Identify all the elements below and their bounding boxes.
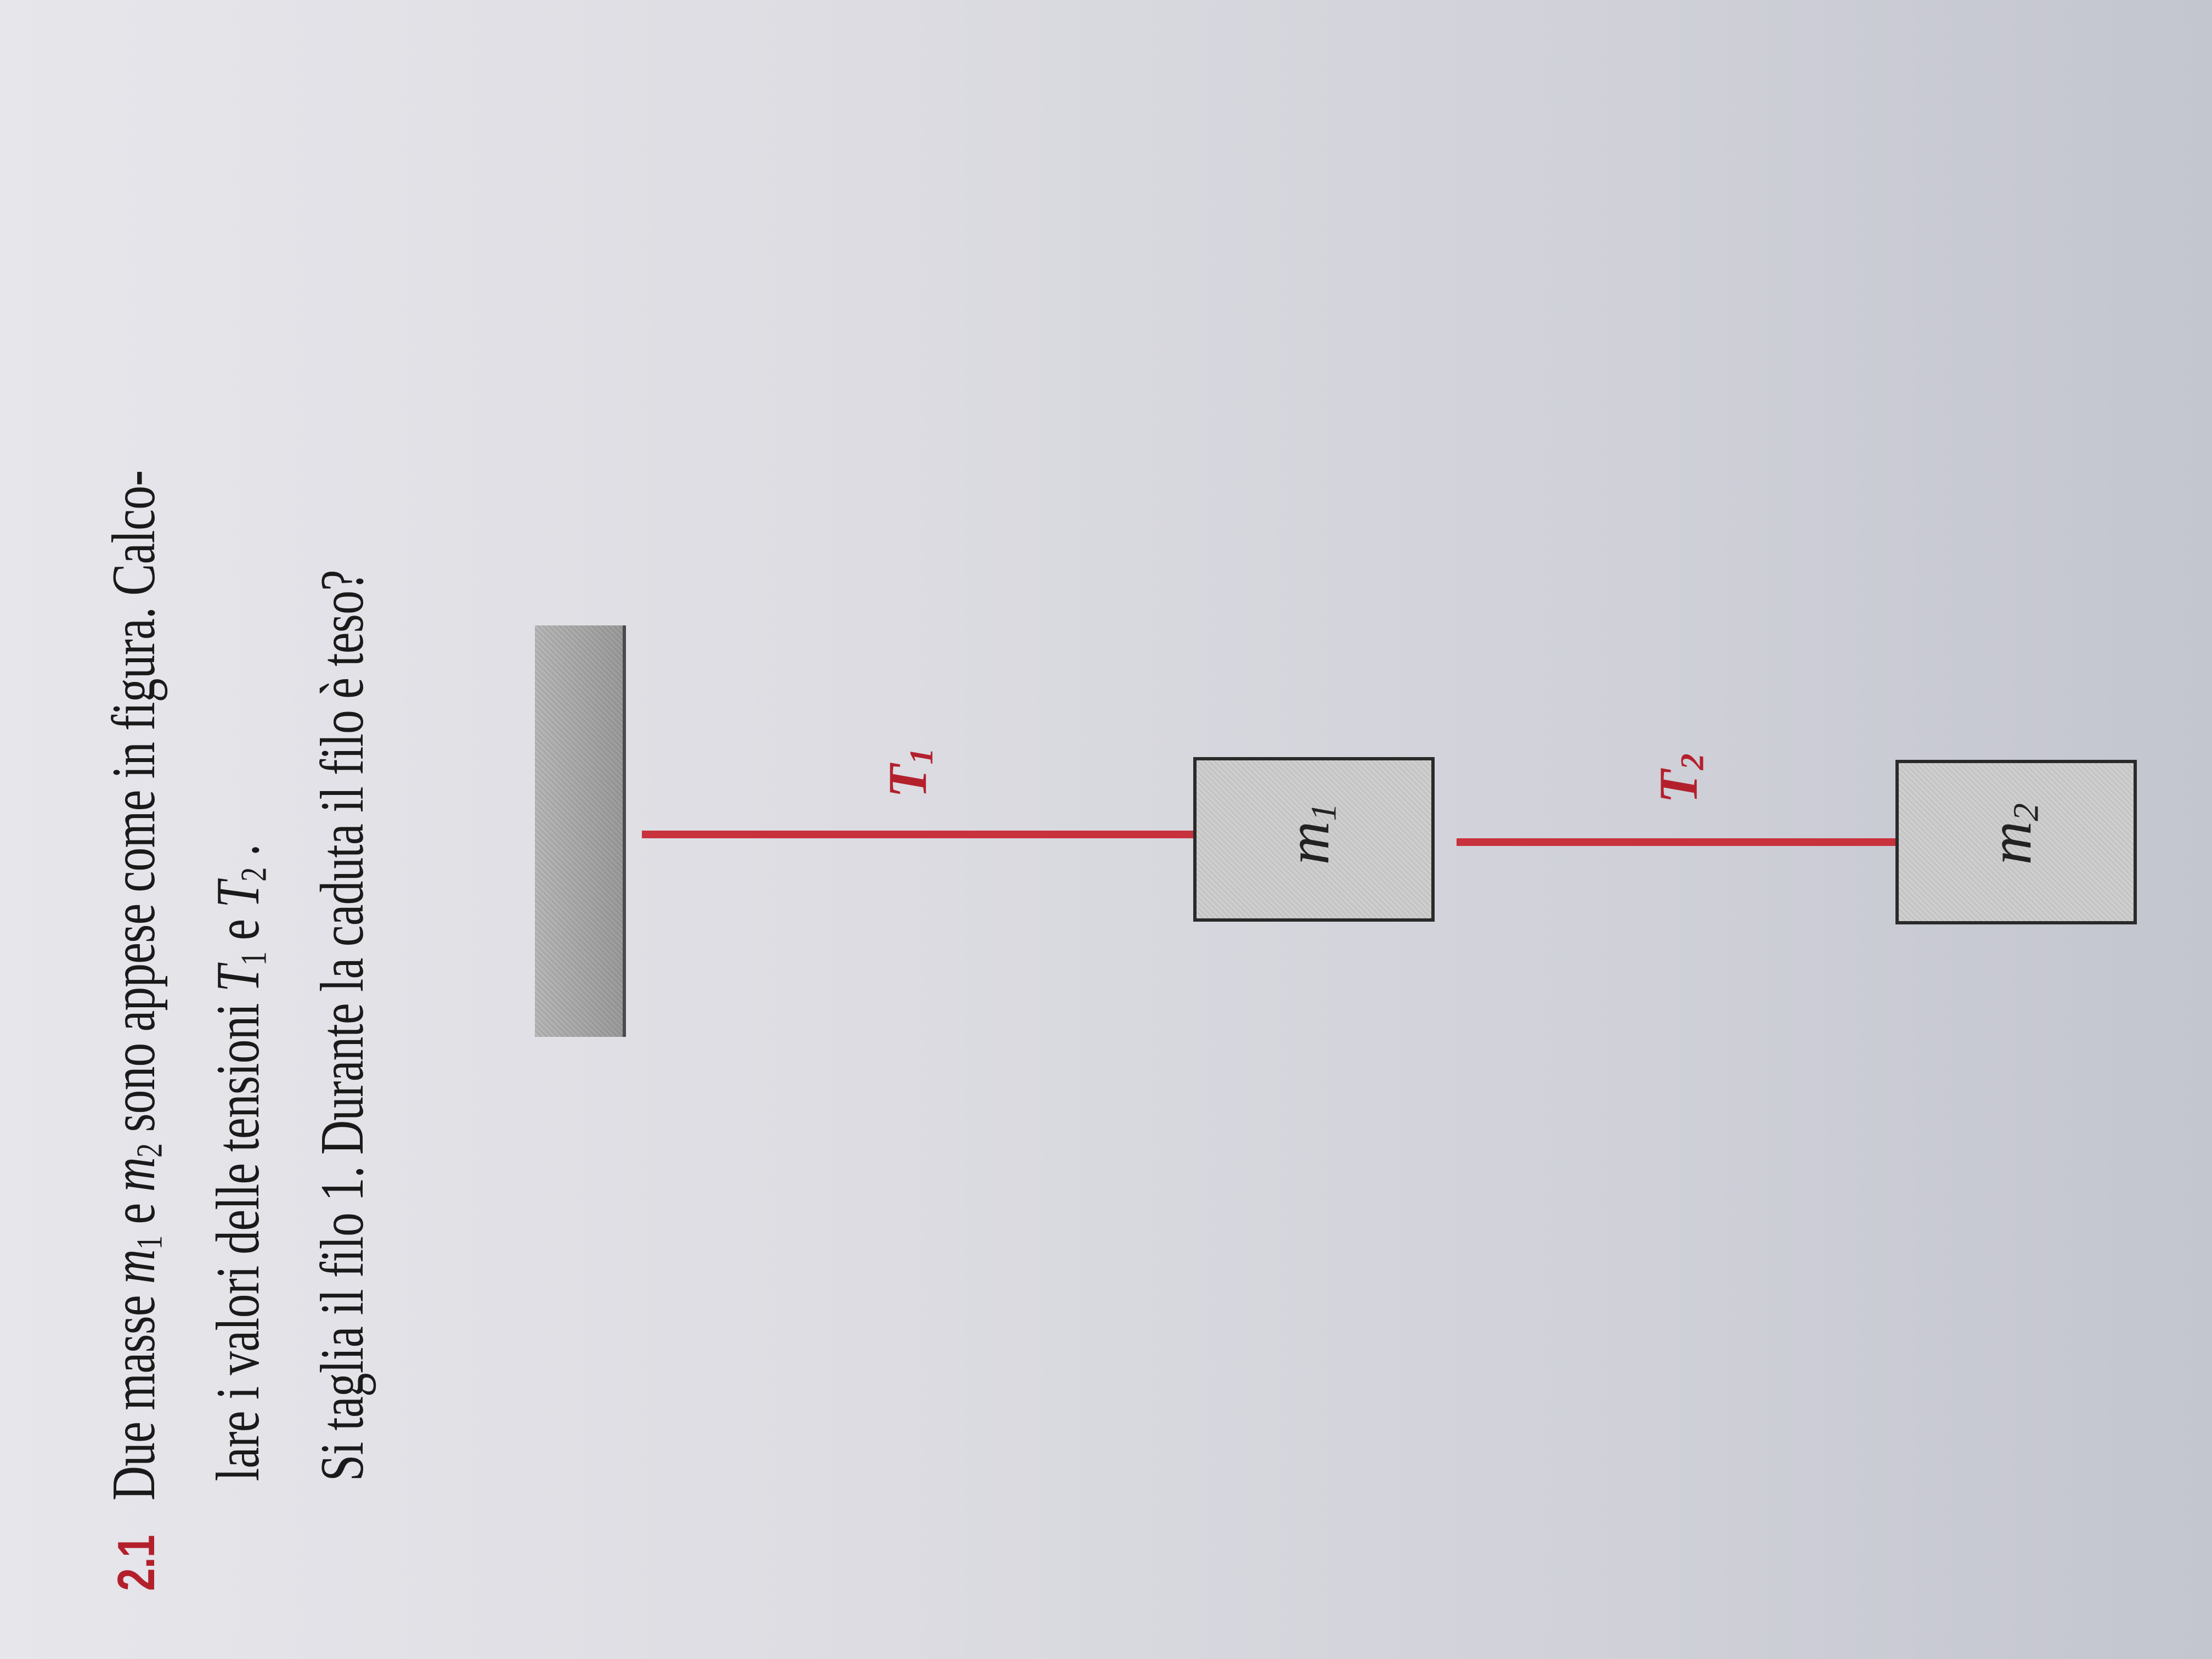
rope-2 <box>1457 838 1923 846</box>
tension-2-label: $T_2$ <box>1647 753 1711 804</box>
problem-line-3 <box>307 155 411 1591</box>
line1-text-c: sono appese come in figura. Calco- <box>100 470 168 1144</box>
line1-m2: m <box>100 1157 168 1192</box>
line2-text-a: lare i valori delle tensioni <box>204 992 272 1481</box>
line2-text-b: e <box>204 907 272 952</box>
line1-m1: m <box>100 1249 168 1284</box>
line2-t1-sub: 1 <box>233 951 274 966</box>
line1-m2-sub: 2 <box>128 1143 170 1158</box>
line1-text-b: e <box>100 1192 168 1236</box>
line1-text-a: Due masse <box>100 1284 168 1501</box>
line2-t2-sub: 2 <box>233 867 274 882</box>
line2-text-c: . <box>204 844 272 868</box>
problem-line-2 <box>203 155 307 1591</box>
problem-text-block <box>99 155 411 1591</box>
line2-t1: T <box>204 966 272 992</box>
ceiling-support <box>535 625 626 1037</box>
line1-m1-sub: 1 <box>128 1235 170 1250</box>
mass-2-label: m2 <box>1977 803 2046 865</box>
mass-1-label: m1 <box>1274 803 1344 865</box>
tension-1-label: $T_1$ <box>877 748 940 798</box>
line2-t2: T <box>204 881 272 908</box>
problem-line-1 <box>99 155 203 1591</box>
problem-number: 2.1 <box>107 1535 166 1591</box>
rope-1 <box>642 831 1218 838</box>
line3-text: Si taglia il filo 1. Durante la caduta il filo è teso? <box>308 570 376 1481</box>
